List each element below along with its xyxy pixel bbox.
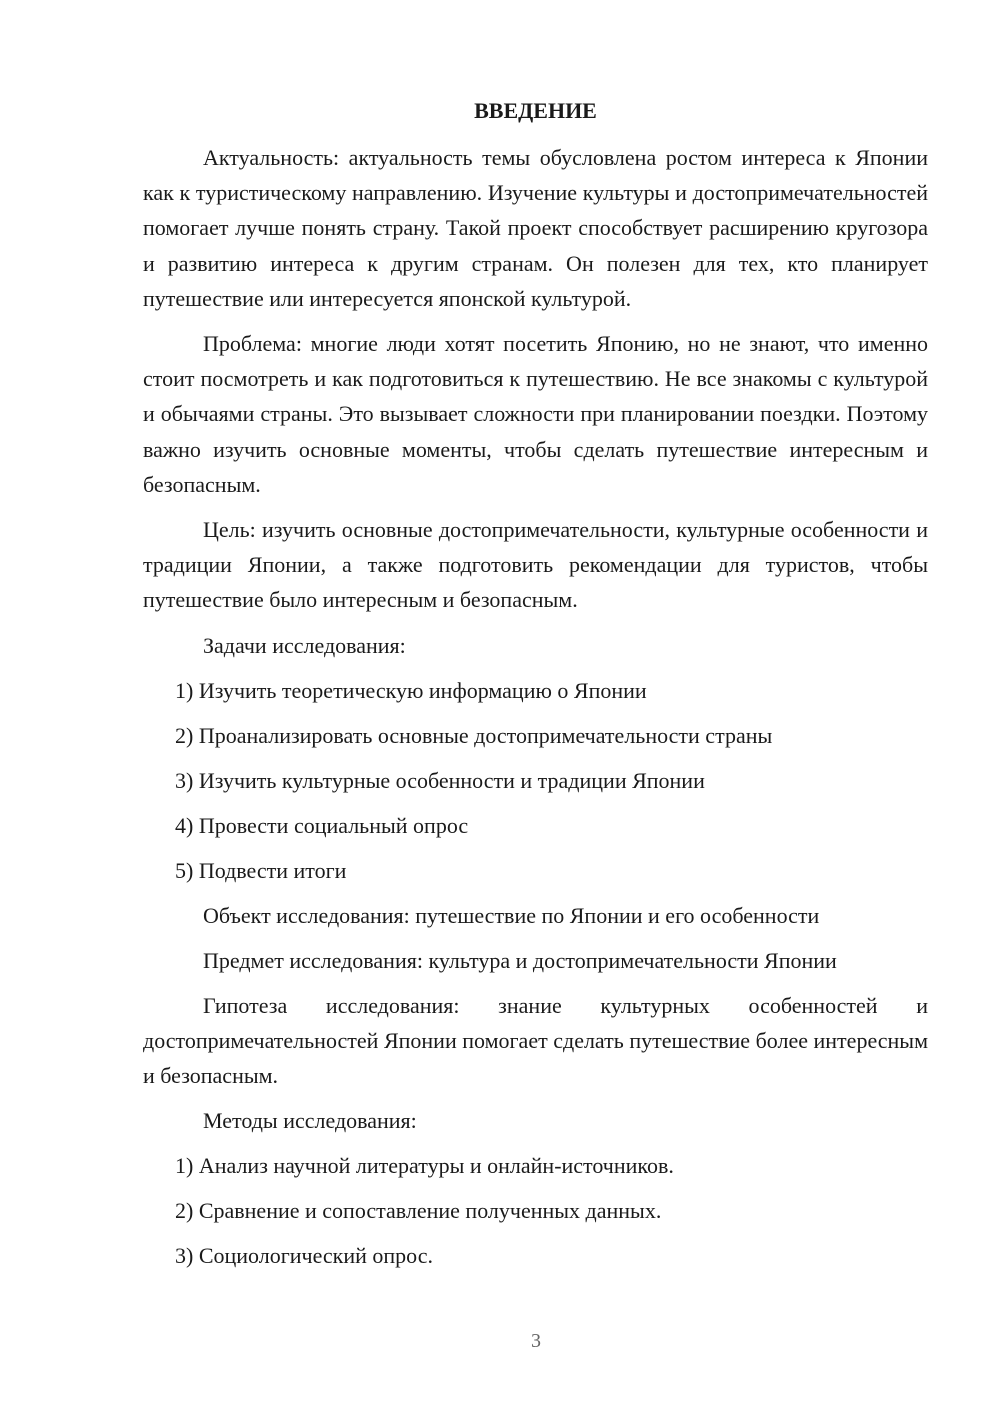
- hypothesis-paragraph: Гипотеза исследования: знание культурных особенностей и достопримечательностей Японии помогает сделать путешествие более интересным и безопасным.: [143, 992, 928, 1089]
- tasks-heading: Задачи исследования:: [203, 632, 406, 658]
- problem-paragraph: Проблема: многие люди хотят посетить Японию, но не знают, что именно стоит посмотреть и как подготовиться к путешествию. Не все знакомы с культурой и обычаями страны. Это вызывает сложности при планировании поездки. Поэтому важно изучить основные моменты, чтобы сделать путешествие интересным и безопасным.: [143, 331, 928, 497]
- section-title: ВВЕДЕНИЕ: [474, 98, 597, 123]
- task-item: 2) Проанализировать основные достопримечательности страны: [175, 722, 773, 748]
- document-page: [143, 94, 928, 1283]
- task-item: 1) Изучить теоретическую информацию о Японии: [175, 677, 647, 703]
- methods-heading: Методы исследования:: [203, 1108, 417, 1134]
- method-item: 2) Сравнение и сопоставление полученных данных.: [175, 1198, 662, 1224]
- object-line: Объект исследования: путешествие по Японии и его особенности: [203, 902, 820, 928]
- method-item: 1) Анализ научной литературы и онлайн-источников.: [175, 1153, 674, 1179]
- task-item: 4) Провести социальный опрос: [175, 812, 469, 838]
- page-number: 3: [531, 1330, 541, 1352]
- method-item: 3) Социологический опрос.: [175, 1243, 433, 1269]
- subject-line: Предмет исследования: культура и достопримечательности Японии: [203, 947, 837, 973]
- relevance-paragraph: Актуальность: актуальность темы обусловлена ростом интереса к Японии как к туристическому направлению. Изучение культуры и достопримечательностей помогает лучше понять страну. Такой проект способствует расширению кругозора и развитию интереса к другим странам. Он полезен для тех, кто планирует путешествие или интересуется японской культурой.: [143, 145, 928, 311]
- task-item: 3) Изучить культурные особенности и традиции Японии: [175, 767, 705, 793]
- goal-paragraph: Цель: изучить основные достопримечательности, культурные особенности и традиции Японии, а также подготовить рекомендации для туристов, чтобы путешествие было интересным и безопасным.: [143, 517, 928, 613]
- task-item: 5) Подвести итоги: [175, 857, 347, 883]
